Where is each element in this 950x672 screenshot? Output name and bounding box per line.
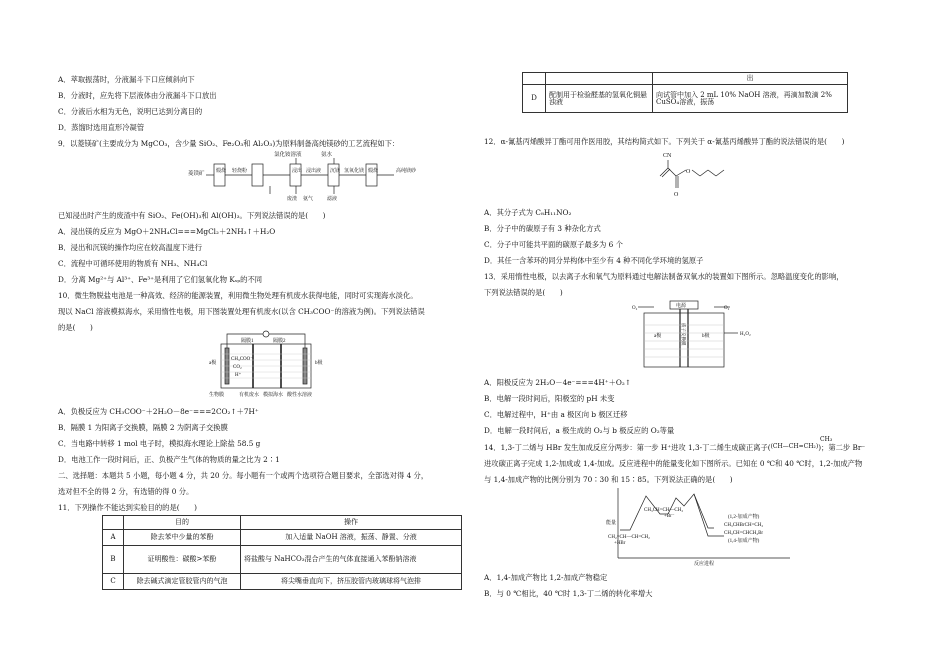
svg-text:煅烧: 煅烧 (368, 169, 379, 174)
q12-option-b: B．分子中的碳原子有 3 种杂化方式 (484, 224, 601, 233)
process-flow-diagram (188, 150, 428, 202)
q13-option-d: D．电解一段时间后，a 极生成的 O₂与 b 极反应的 O₂等量 (484, 426, 675, 435)
svg-text:CH₃CH=CH—CH₂: CH₃CH=CH—CH₂ (644, 508, 684, 513)
q10-option-a: A．负极反应为 CH₃COO⁻＋2H₂O－8e⁻===2CO₂↑＋7H⁺ (58, 407, 259, 416)
svg-text:b极: b极 (702, 334, 710, 339)
q11-table: 目的 操作 A 除去苯中少量的苯酚 加入适量 NaOH 溶液，振荡、静置、分液 B 证明酸性：碳酸>苯酚 将盐酸与 NaHCO₃混合产生的气体直接通入苯酚钠溶液 C 除去碱式滴定管胶管内的气泡 将尖嘴垂直向下，挤压胶管内玻璃球将气泡排 (102, 515, 462, 590)
q10-option-d: D．电池工作一段时间后，正、负极产生气体的物质的量之比为 2∶1 (58, 455, 280, 464)
svg-text:H⁺: H⁺ (235, 373, 242, 378)
flow-top-label-2: 氨水 (321, 152, 333, 158)
svg-text:有机废水: 有机废水 (239, 393, 260, 398)
table-row: B 证明酸性：碳酸>苯酚 将盐酸与 NaHCO₃混合产生的气体直接通入苯酚钠溶液 (103, 546, 462, 574)
q13-option-c: C．电解过程中，H⁺由 a 极区向 b 极区迁移 (484, 410, 628, 419)
svg-text:+Br⁻: +Br⁻ (664, 514, 675, 519)
svg-text:生物膜: 生物膜 (209, 393, 225, 398)
q10-stem-2: 现以 NaCl 溶液模拟海水，采用惰性电极，用下图装置处理有机废水(以含 CH₃COO⁻的溶液为例)。下列说法错误 (58, 307, 425, 316)
svg-text:O₂: O₂ (724, 306, 730, 311)
svg-text:酸性水溶液: 酸性水溶液 (287, 393, 313, 398)
svg-text:H₂O₂: H₂O₂ (740, 332, 751, 337)
electrode-a: a极 (209, 361, 217, 366)
q10-stem-3: 的是( ) (58, 323, 93, 332)
svg-text:废渣: 废渣 (287, 197, 298, 202)
q14-stem-3: 与 1,4-加成产物的比例分别为 70∶30 和 15∶85。下列说法正确的是( ) (484, 475, 733, 484)
membrane-label: 质子交换膜 (681, 323, 686, 346)
svg-text:(1,4-加成产物): (1,4-加成产物) (728, 539, 760, 544)
q12-option-d: D．其任一含苯环的同分异构体中至少有 4 种不同化学环境的氢原子 (484, 256, 704, 265)
svg-text:a极: a极 (654, 334, 662, 339)
svg-text:+HBr: +HBr (614, 541, 626, 546)
table-row: D 配制用于检验醛基的氢氧化铜悬浊液 向试管中加入 2 mL 10% NaOH 溶液，再滴加数滴 2% CuSO₄溶液，振荡 (523, 85, 848, 113)
table-row: C 除去碱式滴定管胶管内的气泡 将尖嘴垂直向下，挤压胶管内玻璃球将气泡排 (103, 574, 462, 590)
q13-stem-1: 13．采用惰性电极，以去离子水和氧气为原料通过电解法制备双氧水的装置如下图所示。忽略温度变化的影响， (484, 272, 844, 281)
q14-option-b: B．与 0 ℃相比，40 ℃时 1,3-丁二烯的转化率增大 (484, 589, 653, 598)
svg-text:滤液: 滤液 (327, 197, 338, 202)
q8-option-d: D．蒸馏时选用直形冷凝管 (58, 123, 145, 132)
q12-option-a: A．其分子式为 C₈H₁₁NO₂ (484, 208, 572, 217)
energy-profile-diagram (604, 484, 794, 566)
membrane-2-label: 隔膜2 (273, 339, 286, 344)
q9-option-c: C．流程中可循环使用的物质有 NH₃、NH₄Cl (58, 259, 208, 268)
flow-start: 菱镁矿 (188, 171, 205, 177)
q11-stem: 11．下列操作不能达到实验目的的是( ) (58, 503, 198, 512)
q9-option-b: B．浸出和沉镁的操作均应在较高温度下进行 (58, 243, 203, 252)
q13-option-b: B．电解一段时间后，阳极室的 pH 未变 (484, 394, 615, 403)
q12-stem: 12．α-氰基丙烯酸异丁酯可用作医用胶，其结构简式如下。下列关于 α-氰基丙烯酸异丁酯的说法错误的是( ) (484, 137, 845, 146)
svg-text:O₂: O₂ (632, 306, 638, 311)
q9-known: 已知浸出时产生的废渣中有 SiO₂、Fe(OH)₃和 Al(OH)₃。下列说法错误的是( ) (58, 211, 326, 220)
svg-text:CH₃CHBrCH=CH₂: CH₃CHBrCH=CH₂ (724, 523, 764, 528)
q14-ion: (CH—CH=CH₂) (770, 443, 819, 450)
svg-text:煅烧: 煅烧 (216, 169, 227, 174)
svg-text:浸出: 浸出 (292, 169, 303, 174)
q14-stem-2: 进攻碳正离子完成 1,2-加成或 1,4-加成。反应进程中的能量变化如下图所示。已知在 0 ℃和 40 ℃时，1,2-加成产物 (484, 459, 863, 468)
q10-stem-1: 10．微生物脱盐电池是一种高效、经济的能源装置，利用微生物处理有机废水获得电能，同时可实现海水淡化。 (58, 291, 418, 300)
svg-text:反应进程: 反应进程 (694, 562, 715, 566)
q10-option-b: B．隔膜 1 为阳离子交换膜，隔膜 2 为阴离子交换膜 (58, 423, 228, 432)
q14-stem-1: 14．1,3-丁二烯与 HBr 发生加成反应分两步：第一步 H⁺进攻 1,3-丁二烯生成碳正离子($^{(CH—CH=CH_2)}$)；第二步 Br⁻ (484, 443, 866, 452)
table-row: A 除去苯中少量的苯酚 加入适量 NaOH 溶液，振荡、静置、分液 (103, 530, 462, 546)
membrane-1-label: 隔膜1 (241, 339, 254, 344)
q13-option-a: A．阳极反应为 2H₂O－4e⁻===4H⁺＋O₂↑ (484, 378, 631, 387)
q10-option-c: C．当电路中转移 1 mol 电子时，模拟海水理论上除盐 58.5 g (58, 439, 261, 448)
q14-option-a: A．1,4-加成产物比 1,2-加成产物稳定 (484, 573, 608, 582)
svg-text:氢氧化镁: 氢氧化镁 (344, 169, 365, 174)
svg-text:沉镁: 沉镁 (330, 169, 341, 174)
q11-table-continued: 出 D 配制用于检验醛基的氢氧化铜悬浊液 向试管中加入 2 mL 10% NaOH 溶液，再滴加数滴 2% CuSO₄溶液，振荡 (522, 72, 848, 113)
q9-option-a: A．浸出镁的反应为 MgO＋2NH₄Cl===MgCl₂＋2NH₃↑＋H₂O (58, 227, 276, 236)
svg-text:O: O (674, 192, 679, 198)
svg-text:电源: 电源 (676, 304, 687, 309)
svg-text:CH₂=CH—CH=CH₂: CH₂=CH—CH=CH₂ (608, 535, 650, 540)
q13-stem-2: 下列说法错误的是( ) (484, 288, 563, 297)
q8-option-b: B．分液时，应先将下层液体由分液漏斗下口放出 (58, 91, 217, 100)
section-2-note: 选对但不全的得 2 分，有选错的得 0 分。 (58, 487, 194, 496)
q8-option-c: C．分液后水相为无色，说明已达到分离目的 (58, 107, 203, 116)
electrode-b: b极 (315, 361, 323, 366)
q12-structure (654, 146, 734, 202)
svg-text:高纯镁砂: 高纯镁砂 (396, 169, 417, 174)
q9-option-d: D．分离 Mg²⁺与 Al³⁺、Fe³⁺是利用了它们氢氧化物 Kₛₚ的不同 (58, 275, 263, 284)
svg-text:能量: 能量 (606, 521, 617, 526)
q9-stem: 9．以菱镁矿(主要成分为 MgCO₃，含少量 SiO₂、Fe₂O₃和 Al₂O₃)为原料制备高纯镁砂的工艺流程如下： (58, 139, 400, 148)
flow-top-label-1: 氯化铵溶液 (274, 152, 302, 158)
q12-option-c: C．分子中可能共平面的碳原子最多为 6 个 (484, 240, 623, 249)
svg-text:O: O (686, 169, 691, 175)
svg-text:CH₃COO⁻: CH₃COO⁻ (231, 357, 253, 362)
svg-text:氨气: 氨气 (303, 197, 314, 202)
svg-text:CN: CN (663, 153, 672, 159)
svg-text:模拟海水: 模拟海水 (263, 393, 284, 398)
svg-text:CO₂: CO₂ (233, 365, 242, 370)
section-2-heading: 二、选择题：本题共 5 小题，每小题 4 分，共 20 分。每小题有一个或两个选项符合题目要求，全部选对得 4 分， (58, 471, 429, 480)
svg-text:(1,2-加成产物): (1,2-加成产物) (728, 515, 760, 520)
electrolysis-diagram (624, 297, 754, 373)
svg-text:浸出液: 浸出液 (306, 169, 322, 174)
svg-text:CH₃CH=CHCH₂Br: CH₃CH=CHCH₂Br (724, 531, 764, 536)
q8-option-a: A．萃取振荡时，分液漏斗下口应倾斜向下 (58, 75, 195, 84)
svg-text:轻烧粉: 轻烧粉 (232, 169, 248, 174)
q14-ion-ch3: CH₃ (820, 436, 833, 443)
microbial-cell-diagram (203, 330, 333, 402)
